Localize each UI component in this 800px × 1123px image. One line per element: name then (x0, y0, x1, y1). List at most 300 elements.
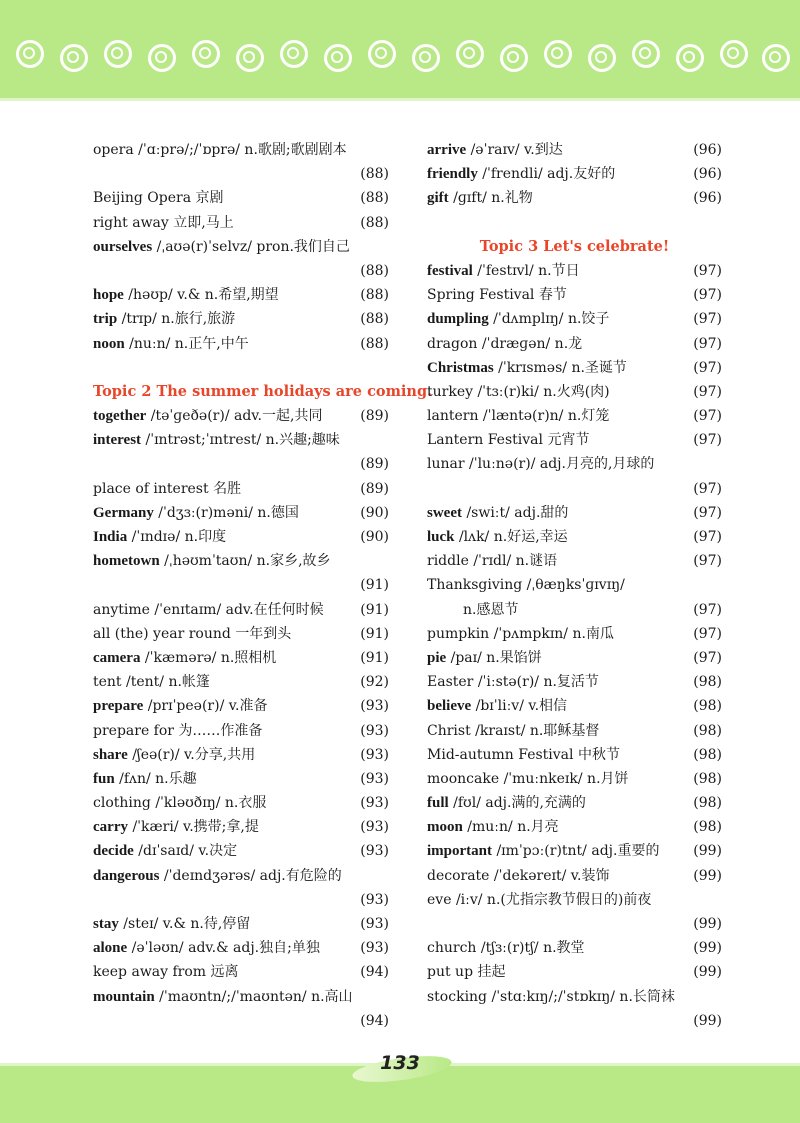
entry-text (427, 888, 651, 912)
definition: /tent/ n.帐篷 (126, 674, 210, 691)
headword: alone (93, 940, 128, 957)
definition: /ˈrɪdl/ n.谜语 (473, 553, 558, 570)
vocabulary-entry (93, 501, 389, 525)
headword: sweet (427, 504, 462, 521)
topic-heading (427, 235, 722, 259)
entry-text (93, 815, 259, 839)
vocabulary-entry (93, 573, 389, 597)
headword: Christ (427, 722, 471, 739)
definition: /bɪˈliːv/ v.相信 (475, 698, 568, 715)
entry-text (427, 186, 533, 210)
page-reference: (97) (693, 408, 722, 425)
vocabulary-entry (93, 839, 389, 863)
vocabulary-entry (427, 767, 722, 791)
ring-icon (60, 44, 88, 72)
entry-text (93, 985, 353, 1009)
definition: /swiːt/ adj.甜的 (466, 504, 569, 521)
vocabulary-entry (93, 888, 389, 912)
definition: /ˈkæmərə/ n.照相机 (144, 649, 277, 666)
entry-text (93, 839, 237, 863)
headword: opera (93, 142, 134, 158)
entry-text (427, 839, 659, 863)
entry-text (427, 646, 542, 670)
topic-title: Topic 3 Let's celebrate! (479, 237, 670, 255)
definition: /ɪmˈpɔː(r)tnt/ adj.重要的 (496, 843, 660, 860)
entry-text (93, 332, 249, 356)
entry-text (93, 404, 322, 428)
definition: /ˈfrendli/ adj.友好的 (482, 166, 616, 183)
ring-icon (324, 44, 352, 72)
vocabulary-entry (93, 694, 389, 718)
entry-text (427, 743, 620, 767)
page-reference: (91) (360, 649, 389, 666)
vocabulary-entry (427, 332, 722, 356)
definition: /ˌaʊə(r)ˈselvz/ pron.我们自己 (156, 238, 350, 255)
vocabulary-entry (93, 960, 389, 984)
page-reference: (93) (360, 722, 389, 739)
headword: hometown (93, 553, 160, 570)
page-reference: (96) (693, 142, 722, 158)
definition: 春节 (538, 287, 567, 304)
vocabulary-entry (427, 307, 722, 331)
definition: /fʊl/ adj.满的,充满的 (453, 795, 586, 812)
definition: /fʌn/ n.乐趣 (119, 770, 197, 787)
entry-text (427, 985, 675, 1009)
vocabulary-entry (427, 864, 722, 888)
page-reference: (89) (360, 408, 389, 425)
headword: together (93, 408, 147, 425)
headword: friendly (427, 166, 478, 183)
entry-text (427, 573, 625, 597)
page-reference: (97) (693, 553, 722, 570)
entry-text (93, 622, 291, 646)
page-reference: (93) (360, 916, 389, 932)
vocabulary-entry (427, 888, 722, 912)
entry-text (93, 283, 279, 307)
page-reference: (93) (360, 770, 389, 787)
definition: /lʌk/ n.好运,幸运 (458, 529, 568, 545)
vocabulary-entry (93, 162, 389, 186)
vocabulary-entry (427, 428, 722, 452)
ring-icon (412, 44, 440, 72)
vocabulary-entry (427, 598, 722, 622)
page-reference: (91) (360, 577, 389, 594)
vocabulary-entry (427, 477, 722, 501)
top-header-band (0, 0, 800, 98)
vocabulary-entry (427, 525, 722, 549)
page-number-badge (360, 1048, 440, 1088)
headword: Christmas (427, 359, 494, 376)
headword: lunar (427, 456, 465, 473)
headword: mountain (93, 988, 155, 1005)
page-reference: (97) (693, 625, 722, 642)
headword: Easter (427, 674, 474, 691)
header-divider (0, 98, 800, 101)
page-reference: (99) (693, 843, 722, 860)
definition: /ˌθæŋksˈɡɪvɪŋ/ (526, 577, 625, 594)
page-reference: (88) (360, 214, 389, 231)
page-reference: (96) (693, 166, 722, 183)
page-number: 133 (380, 1052, 420, 1074)
entry-text (93, 743, 255, 767)
page-reference: (91) (360, 601, 389, 618)
definition: /ˈtɜː(r)ki/ n.火鸡(肉) (477, 383, 610, 400)
entry-text (93, 477, 241, 501)
ring-icon (368, 40, 396, 68)
page-reference: (88) (360, 287, 389, 304)
vocabulary-entry (93, 307, 389, 331)
vocabulary-entry (427, 259, 722, 283)
headword: noon (93, 335, 125, 352)
headword: important (427, 843, 492, 860)
vocabulary-entry (427, 912, 722, 936)
definition: /ˈluːnə(r)/ adj.月亮的,月球的 (469, 456, 655, 473)
ring-icon (16, 40, 44, 68)
definition: 远离 (210, 964, 239, 981)
entry-text (93, 138, 347, 162)
entry-text (93, 549, 331, 573)
entry-text (427, 791, 586, 815)
vocabulary-entry (427, 719, 722, 743)
ring-icon (148, 44, 176, 72)
definition: /ˈmaʊntn/;/ˈmaʊntən/ n.高山 (159, 988, 353, 1005)
definition: /təˈɡeðə(r)/ adv.一起,共同 (150, 408, 323, 425)
entry-text (427, 670, 599, 694)
page-reference: (98) (693, 795, 722, 812)
vocabulary-entry (93, 912, 389, 936)
page-reference: (97) (693, 262, 722, 279)
page-reference: (94) (360, 964, 389, 981)
definition: /ˈstɑːkɪŋ/;/ˈstɒkɪŋ/ n.长筒袜 (491, 988, 675, 1005)
page-reference: (93) (360, 746, 389, 763)
headword: moon (427, 819, 463, 836)
vocabulary-entry (93, 477, 389, 501)
page-reference: (91) (360, 625, 389, 642)
vocabulary-entry (427, 186, 722, 210)
headword: prepare for (93, 722, 174, 739)
page-reference: (98) (693, 722, 722, 739)
definition: /paɪ/ n.果馅饼 (450, 649, 542, 666)
page-reference: (97) (693, 432, 722, 449)
entry-text (427, 767, 629, 791)
definition: 中秋节 (577, 746, 620, 763)
entry-text (427, 501, 568, 525)
ring-icon (456, 40, 484, 68)
headword: decorate (427, 867, 490, 884)
definition: /ʃeə(r)/ v.分享,共用 (132, 746, 256, 763)
vocabulary-entry (93, 598, 389, 622)
entry-text (93, 864, 342, 888)
definition: /ˈdræɡən/ n.龙 (481, 335, 583, 352)
entry-text (93, 501, 299, 525)
entry-text (427, 356, 627, 380)
definition: /ˈɑːprə/;/ˈɒprə/ n.歌剧;歌剧剧本 (138, 142, 347, 158)
headword: place of interest (93, 480, 209, 497)
definition: /steɪ/ v.& n.待,停留 (123, 916, 251, 932)
headword: prepare (93, 698, 144, 715)
spacer (93, 356, 389, 380)
definition: /ˈɪndɪə/ n.印度 (131, 529, 227, 545)
entry-text (427, 549, 557, 573)
page-reference: (93) (360, 795, 389, 812)
vocabulary-column-right (427, 138, 722, 1033)
topic-heading (93, 380, 433, 404)
page-reference: (92) (360, 674, 389, 691)
entry-text (463, 598, 518, 622)
definition: /ˈkləʊðɪŋ/ n.衣服 (155, 795, 267, 812)
entry-text (93, 912, 250, 936)
headword: India (93, 529, 128, 545)
vocabulary-entry (427, 380, 722, 404)
ring-icon (104, 40, 132, 68)
definition: /ˈkæri/ v.携带;拿,提 (132, 819, 259, 836)
page-reference: (93) (360, 940, 389, 957)
vocabulary-entry (427, 670, 722, 694)
entry-text (93, 186, 224, 210)
entry-text (93, 694, 267, 718)
headword: Mid-autumn Festival (427, 746, 574, 763)
entry-text (93, 767, 197, 791)
entry-text (427, 380, 610, 404)
headword: fun (93, 770, 115, 787)
vocabulary-entry (93, 791, 389, 815)
headword: share (93, 746, 128, 763)
vocabulary-entry (93, 719, 389, 743)
headword: ourselves (93, 238, 153, 255)
definition: /ˈdeɪndʒərəs/ adj.有危险的 (163, 867, 342, 884)
definition: /əˈləʊn/ adv.& adj.独自;单独 (131, 940, 320, 957)
page-reference: (98) (693, 819, 722, 836)
definition: /ˈmuːnkeɪk/ n.月饼 (503, 770, 629, 787)
vocabulary-entry (427, 622, 722, 646)
headword: Beijing Opera (93, 190, 192, 207)
definition: /kraɪst/ n.耶稣基督 (475, 722, 600, 739)
entry-text (427, 525, 568, 549)
page-reference: (97) (693, 311, 722, 328)
definition: n.感恩节 (463, 601, 519, 618)
entry-text (427, 622, 614, 646)
vocabulary-entry (93, 815, 389, 839)
headword: dumpling (427, 311, 489, 328)
entry-text (93, 670, 210, 694)
vocabulary-entry (93, 525, 389, 549)
headword: Germany (93, 504, 154, 521)
vocabulary-entry (93, 646, 389, 670)
entry-text (427, 283, 567, 307)
ring-icon (676, 44, 704, 72)
definition: /muːn/ n.月亮 (467, 819, 559, 836)
entry-text (93, 960, 239, 984)
vocabulary-entry (93, 235, 389, 259)
vocabulary-entry (427, 356, 722, 380)
headword: decide (93, 843, 134, 860)
headword: turkey (427, 383, 474, 400)
vocabulary-entry (93, 549, 389, 573)
vocabulary-entry (93, 985, 389, 1009)
entry-text (427, 694, 567, 718)
page-reference: (88) (360, 335, 389, 352)
page-reference: (97) (693, 649, 722, 666)
definition: /ˈfestɪvl/ n.节日 (477, 262, 580, 279)
entry-text (427, 332, 582, 356)
vocabulary-entry (427, 743, 722, 767)
vocabulary-entry (93, 404, 389, 428)
vocabulary-entry (427, 404, 722, 428)
page-reference: (97) (693, 504, 722, 521)
definition: /ˈdʒɜː(r)məni/ n.德国 (158, 504, 299, 521)
page-reference: (99) (693, 916, 722, 932)
vocabulary-entry (427, 1009, 722, 1033)
page-reference: (94) (360, 1012, 389, 1029)
headword: full (427, 795, 449, 812)
vocabulary-entry (427, 839, 722, 863)
definition: /ˈdekəreɪt/ v.装饰 (493, 867, 610, 884)
ring-icon (192, 40, 220, 68)
headword: gift (427, 190, 449, 207)
page-reference: (98) (693, 674, 722, 691)
definition: /ˈiːstə(r)/ n.复活节 (477, 674, 599, 691)
entry-text (93, 791, 266, 815)
vocabulary-entry (93, 428, 389, 452)
definition: 元宵节 (547, 432, 590, 449)
vocabulary-entry (427, 283, 722, 307)
page-reference: (97) (693, 480, 722, 497)
vocabulary-entry (93, 670, 389, 694)
ring-icon (500, 44, 528, 72)
page-reference: (90) (360, 504, 389, 521)
spacer (427, 211, 722, 235)
headword: dragon (427, 335, 478, 352)
entry-text (93, 719, 262, 743)
entry-text (427, 259, 580, 283)
headword: right away (93, 214, 169, 231)
headword: tent (93, 674, 122, 691)
definition: 立即,马上 (173, 214, 234, 231)
definition: /ˈɪntrəst;ˈɪntrest/ n.兴趣;趣味 (145, 432, 340, 449)
page-reference: (88) (360, 262, 389, 279)
headword: hope (93, 287, 124, 304)
entry-text (427, 452, 654, 476)
ring-icon (544, 40, 572, 68)
ring-icon (588, 44, 616, 72)
vocabulary-entry (93, 138, 389, 162)
headword: put up (427, 964, 474, 981)
headword: festival (427, 262, 473, 279)
vocabulary-entry (93, 452, 389, 476)
vocabulary-entry (427, 138, 722, 162)
entry-text (93, 525, 226, 549)
definition: /ˌhəʊmˈtaʊn/ n.家乡,故乡 (164, 553, 331, 570)
vocabulary-column-left (93, 138, 433, 1033)
headword: Lantern Festival (427, 432, 543, 449)
vocabulary-entry (93, 743, 389, 767)
headword: arrive (427, 142, 467, 158)
headword: church (427, 940, 477, 957)
vocabulary-entry (427, 936, 722, 960)
vocabulary-entry (93, 767, 389, 791)
headword: mooncake (427, 770, 500, 787)
headword: eve (427, 891, 452, 908)
headword: Spring Festival (427, 287, 535, 304)
headword: all (the) year round (93, 625, 231, 642)
entry-text (427, 815, 559, 839)
definition: /prɪˈpeə(r)/ v.准备 (147, 698, 268, 715)
page-reference: (90) (360, 529, 389, 545)
headword: carry (93, 819, 128, 836)
entry-text (93, 428, 340, 452)
topic-title: Topic 2 The summer holidays are coming. (93, 382, 433, 400)
vocabulary-entry (93, 186, 389, 210)
vocabulary-entry (427, 815, 722, 839)
headword: anytime (93, 601, 150, 618)
headword: trip (93, 311, 118, 328)
definition: 挂起 (477, 964, 506, 981)
definition: /tʃɜː(r)tʃ/ n.教堂 (480, 940, 585, 957)
headword: believe (427, 698, 472, 715)
decorative-circle-row (0, 0, 800, 98)
headword: clothing (93, 795, 151, 812)
entry-text (427, 428, 589, 452)
vocabulary-entry (427, 573, 722, 597)
definition: /ɡɪft/ n.礼物 (453, 190, 533, 207)
page-reference: (89) (360, 456, 389, 473)
headword: luck (427, 529, 455, 545)
page-reference: (93) (360, 819, 389, 836)
vocabulary-entry (93, 622, 389, 646)
ring-icon (632, 40, 660, 68)
entry-text (93, 646, 276, 670)
entry-text (427, 864, 609, 888)
page-reference: (97) (693, 335, 722, 352)
vocabulary-entry (93, 332, 389, 356)
definition: /iːv/ n.(尤指宗教节假日的)前夜 (455, 891, 652, 908)
vocabulary-entry (427, 549, 722, 573)
entry-text (427, 307, 609, 331)
vocabulary-entry (427, 791, 722, 815)
entry-text (93, 235, 350, 259)
definition: /əˈraɪv/ v.到达 (470, 142, 563, 158)
headword: stocking (427, 988, 488, 1005)
vocabulary-entry (93, 864, 389, 888)
page-reference: (99) (693, 940, 722, 957)
definition: /ˈdʌmplɪŋ/ n.饺子 (493, 311, 610, 328)
ring-icon (762, 44, 790, 72)
page-reference: (99) (693, 1012, 722, 1029)
vocabulary-entry (427, 960, 722, 984)
headword: lantern (427, 408, 479, 425)
entry-text (93, 211, 234, 235)
page-reference: (88) (360, 166, 389, 183)
vocabulary-entry (427, 452, 722, 476)
definition: 京剧 (195, 190, 224, 207)
headword: interest (93, 432, 142, 449)
definition: /dɪˈsaɪd/ v.决定 (138, 843, 238, 860)
vocabulary-entry (427, 694, 722, 718)
headword: dangerous (93, 867, 160, 884)
definition: /ˈlæntə(r)n/ n.灯笼 (482, 408, 610, 425)
definition: /ˈkrɪsməs/ n.圣诞节 (498, 359, 627, 376)
definition: /ˈpʌmpkɪn/ n.南瓜 (493, 625, 614, 642)
page-reference: (97) (693, 601, 722, 618)
page-reference: (98) (693, 770, 722, 787)
definition: /ˈenɪtaɪm/ adv.在任何时候 (154, 601, 324, 618)
vocabulary-entry (427, 501, 722, 525)
definition: /trɪp/ n.旅行,旅游 (121, 311, 236, 328)
vocabulary-entry (93, 1009, 389, 1033)
definition: /həʊp/ v.& n.希望,期望 (128, 287, 279, 304)
vocabulary-entry (93, 936, 389, 960)
page-reference: (97) (693, 529, 722, 545)
